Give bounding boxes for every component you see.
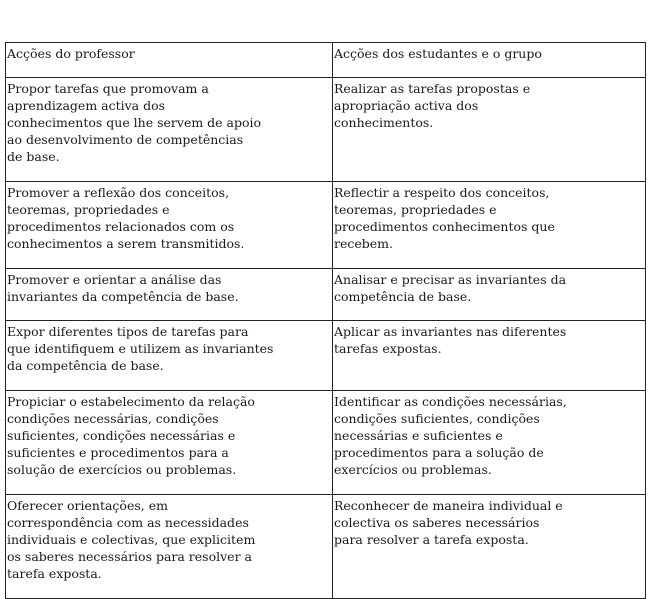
estudantes-text: Aplicar as invariantes nas diferentes tarefas expostas.: [334, 324, 567, 356]
header-professor-text: Acções do professor: [7, 46, 135, 61]
header-cell-estudantes: [333, 43, 646, 78]
estudantes-text: Reconhecer de maneira individual e colectiva os saberes necessários para resolver a tarefa exposta.: [334, 498, 563, 547]
professor-cell: [6, 182, 333, 269]
estudantes-text: Identificar as condições necessárias, condições suficientes, condições necessárias e suficientes e procedimentos para a solução de exercícios ou problemas.: [334, 394, 567, 477]
table-row: [6, 182, 646, 269]
professor-cell: [6, 495, 333, 599]
table-row: [6, 391, 646, 495]
table-row: [6, 321, 646, 391]
estudantes-cell: [333, 78, 646, 182]
estudantes-cell: [333, 495, 646, 599]
professor-text: Promover e orientar a análise das invariantes da competência de base.: [7, 272, 239, 304]
table-row: [6, 269, 646, 321]
professor-cell: [6, 391, 333, 495]
actions-table: [5, 42, 646, 599]
table-header-row: [6, 43, 646, 78]
estudantes-cell: [333, 269, 646, 321]
professor-text: Promover a reflexão dos conceitos, teoremas, propriedades e procedimentos relacionados com os conhecimentos a serem transmitidos.: [7, 185, 245, 251]
professor-cell: [6, 78, 333, 182]
professor-text: Oferecer orientações, em correspondência com as necessidades individuais e colectivas, que explicitem os saberes necessários para resolver a tarefa exposta.: [7, 498, 256, 581]
estudantes-text: Realizar as tarefas propostas e apropriação activa dos conhecimentos.: [334, 81, 531, 130]
estudantes-cell: [333, 321, 646, 391]
professor-cell: [6, 269, 333, 321]
professor-text: Expor diferentes tipos de tarefas para que identifiquem e utilizem as invariantes da competência de base.: [7, 324, 274, 373]
table-row: [6, 78, 646, 182]
table-row: [6, 495, 646, 599]
professor-cell: [6, 321, 333, 391]
professor-text: Propiciar o estabelecimento da relação condições necessárias, condições suficientes, condições necessárias e suficientes e procedimentos para a solução de exercícios ou problemas.: [7, 394, 255, 477]
estudantes-cell: [333, 182, 646, 269]
estudantes-text: Reflectir a respeito dos conceitos, teoremas, propriedades e procedimentos conhecimentos que recebem.: [334, 185, 555, 251]
header-estudantes-text: Acções dos estudantes e o grupo: [334, 46, 542, 61]
professor-text: Propor tarefas que promovam a aprendizagem activa dos conhecimentos que lhe servem de apoio ao desenvolvimento de competências de base.: [7, 81, 262, 164]
estudantes-text: Analisar e precisar as invariantes da competência de base.: [334, 272, 567, 304]
estudantes-cell: [333, 391, 646, 495]
header-cell-professor: [6, 43, 333, 78]
